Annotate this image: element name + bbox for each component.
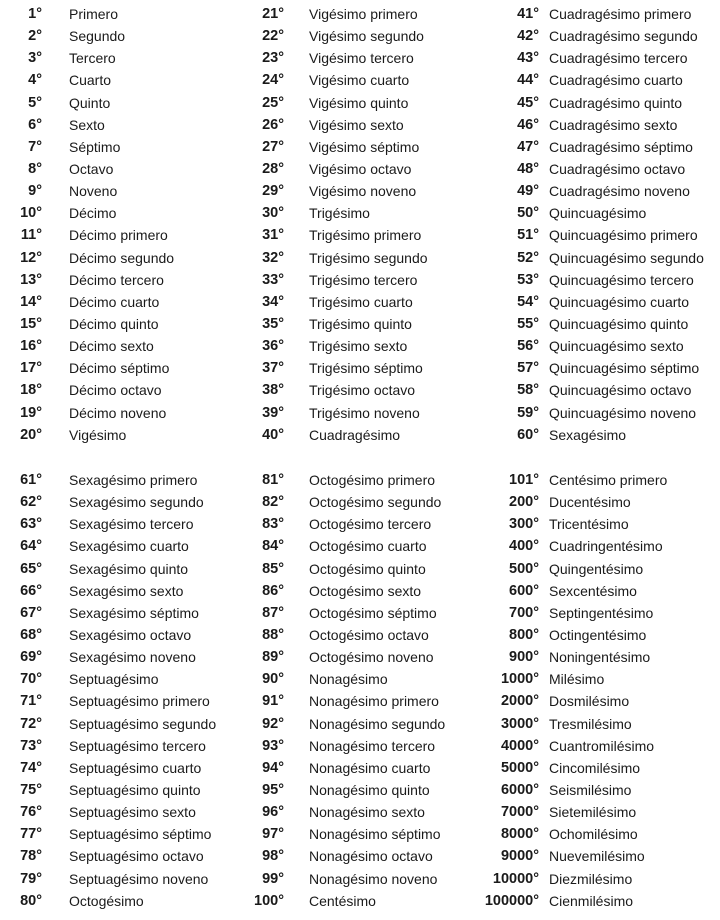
ordinal-number: 19°	[20, 404, 42, 421]
ordinal-word: Tricentésimo	[549, 516, 629, 533]
ordinal-number: 24°	[262, 72, 284, 89]
ordinal-number: 2°	[28, 28, 42, 45]
ordinal-word: Centésimo	[309, 892, 376, 909]
ordinal-word: Diezmilésimo	[549, 870, 633, 887]
ordinal-word: Noveno	[69, 183, 118, 200]
ordinal-word: Vigésimo tercero	[309, 50, 414, 67]
ordinal-number: 75°	[20, 781, 42, 798]
ordinal-word: Segundo	[69, 28, 126, 45]
ordinal-word: Septuagésimo cuarto	[69, 759, 202, 776]
ordinal-number: 34°	[262, 293, 284, 310]
ordinal-word: Octogésimo noveno	[309, 649, 434, 666]
ordinal-word: Dosmilésimo	[549, 693, 630, 710]
ordinal-number: 57°	[517, 360, 539, 377]
ordinal-number: 85°	[262, 560, 284, 577]
ordinal-number: 10°	[20, 205, 42, 222]
ordinal-word: Septuagésimo	[69, 671, 159, 688]
ordinal-word: Octogésimo quinto	[309, 560, 426, 577]
ordinal-number: 40°	[262, 426, 284, 443]
ordinal-word: Trigésimo noveno	[309, 404, 420, 421]
ordinal-word: Vigésimo sexto	[309, 116, 404, 133]
ordinal-word: Trigésimo octavo	[309, 382, 416, 399]
ordinal-word: Sietemilésimo	[549, 804, 637, 821]
ordinal-number: 10000°	[492, 870, 539, 887]
ordinal-number: 1000°	[500, 671, 539, 688]
ordinal-word: Cuadragésimo séptimo	[549, 138, 693, 155]
ordinal-word: Cuadragésimo tercero	[549, 50, 688, 67]
ordinal-number: 33°	[262, 271, 284, 288]
ordinal-number: 95°	[262, 781, 284, 798]
ordinal-number: 12°	[20, 249, 42, 266]
ordinal-number: 91°	[262, 693, 284, 710]
ordinal-word: Septuagésimo noveno	[69, 870, 209, 887]
ordinal-word: Nonagésimo	[309, 671, 388, 688]
ordinal-word: Primero	[69, 6, 119, 22]
ordinal-word: Septuagésimo primero	[69, 693, 210, 710]
ordinal-word: Vigésimo cuarto	[309, 72, 410, 89]
ordinal-word: Cuarto	[69, 72, 112, 89]
ordinal-number: 3°	[28, 50, 42, 67]
ordinal-word: Quinto	[69, 94, 111, 111]
ordinal-number: 94°	[262, 759, 284, 776]
ordinal-word: Quincuagésimo cuarto	[549, 293, 690, 310]
ordinal-word: Décimo noveno	[69, 404, 167, 421]
ordinal-number: 81°	[262, 472, 284, 488]
ordinal-number: 22°	[262, 28, 284, 45]
ordinal-number: 100000°	[484, 892, 539, 909]
ordinal-word: Vigésimo segundo	[309, 28, 424, 45]
ordinal-word: Cincomilésimo	[549, 759, 641, 776]
ordinal-word: Sexagésimo segundo	[69, 494, 204, 511]
ordinal-number: 27°	[262, 138, 284, 155]
ordinal-word: Séptimo	[69, 138, 121, 155]
ordinal-word: Sexagésimo	[549, 426, 627, 443]
ordinal-number: 99°	[262, 870, 284, 887]
ordinal-word: Sexagésimo cuarto	[69, 538, 189, 555]
ordinal-number: 16°	[20, 338, 42, 355]
ordinal-word: Décimo octavo	[69, 382, 162, 399]
ordinal-word: Septuagésimo séptimo	[69, 826, 212, 843]
ordinal-word: Septuagésimo tercero	[69, 737, 206, 754]
ordinal-word: Décimo primero	[69, 227, 168, 244]
ordinal-word: Sexto	[69, 116, 105, 133]
ordinal-word: Octavo	[69, 160, 114, 177]
ordinal-word: Sexcentésimo	[549, 582, 637, 599]
ordinal-word: Quingentésimo	[549, 560, 644, 577]
ordinal-number: 90°	[262, 671, 284, 688]
ordinal-number: 39°	[262, 404, 284, 421]
ordinal-word: Octogésimo tercero	[309, 516, 432, 533]
ordinal-word: Octogésimo séptimo	[309, 604, 437, 621]
ordinal-number: 2000°	[500, 693, 539, 710]
ordinal-number: 49°	[517, 183, 539, 200]
ordinal-word: Milésimo	[549, 671, 605, 688]
ordinal-word: Décimo séptimo	[69, 360, 170, 377]
ordinal-word: Trigésimo tercero	[309, 271, 418, 288]
ordinal-number: 77°	[20, 826, 42, 843]
ordinal-word: Nonagésimo primero	[309, 693, 439, 710]
ordinal-word: Septuagésimo quinto	[69, 781, 201, 798]
ordinal-word: Octingentésimo	[549, 626, 647, 643]
ordinal-number: 74°	[20, 759, 42, 776]
ordinal-number: 31°	[262, 227, 284, 244]
ordinal-word: Cuadragésimo octavo	[549, 160, 686, 177]
ordinal-number: 43°	[517, 50, 539, 67]
ordinal-number: 63°	[20, 516, 42, 533]
ordinal-number: 92°	[262, 715, 284, 732]
ordinal-word: Décimo	[69, 205, 117, 222]
ordinal-number: 36°	[262, 338, 284, 355]
ordinal-number: 41°	[517, 6, 539, 22]
ordinal-number: 52°	[517, 249, 539, 266]
ordinal-number: 100°	[254, 892, 284, 909]
ordinal-word: Décimo cuarto	[69, 293, 160, 310]
ordinal-word: Vigésimo primero	[309, 6, 418, 22]
ordinal-word: Septingentésimo	[549, 604, 654, 621]
ordinal-word: Quincuagésimo segundo	[549, 249, 704, 266]
ordinal-word: Quincuagésimo tercero	[549, 271, 694, 288]
ordinal-word: Nonagésimo séptimo	[309, 826, 441, 843]
ordinal-number: 47°	[517, 138, 539, 155]
ordinal-number: 38°	[262, 382, 284, 399]
ordinal-number: 900°	[509, 649, 539, 666]
ordinal-number: 200°	[509, 494, 539, 511]
ordinal-number: 46°	[517, 116, 539, 133]
ordinal-word: Cuadragésimo sexto	[549, 116, 678, 133]
ordinal-word: Quincuagésimo	[549, 205, 647, 222]
ordinal-word: Vigésimo quinto	[309, 94, 409, 111]
ordinal-number: 80°	[20, 892, 42, 909]
ordinal-word: Cuadragésimo primero	[549, 6, 692, 22]
ordinal-number: 9°	[28, 183, 42, 200]
ordinal-word: Octogésimo cuarto	[309, 538, 427, 555]
ordinal-number: 8°	[28, 160, 42, 177]
ordinal-number: 6000°	[500, 781, 539, 798]
ordinal-number: 20°	[20, 426, 42, 443]
ordinal-number: 13°	[20, 271, 42, 288]
ordinal-word: Quincuagésimo primero	[549, 227, 698, 244]
ordinal-word: Nonagésimo cuarto	[309, 759, 431, 776]
ordinal-word: Cuadragésimo cuarto	[549, 72, 683, 89]
ordinal-number: 70°	[20, 671, 42, 688]
ordinal-number: 64°	[20, 538, 42, 555]
ordinal-number: 5000°	[500, 759, 539, 776]
ordinal-word: Octogésimo primero	[309, 472, 436, 488]
ordinal-number: 78°	[20, 848, 42, 865]
ordinal-word: Quincuagésimo noveno	[549, 404, 697, 421]
ordinal-number: 79°	[20, 870, 42, 887]
ordinal-number: 18°	[20, 382, 42, 399]
ordinal-number: 6°	[28, 116, 42, 133]
ordinal-number: 400°	[509, 538, 539, 555]
ordinal-word: Nonagésimo quinto	[309, 781, 430, 798]
ordinal-word: Vigésimo séptimo	[309, 138, 420, 155]
ordinal-number: 84°	[262, 538, 284, 555]
ordinal-number: 42°	[517, 28, 539, 45]
ordinal-number: 56°	[517, 338, 539, 355]
ordinal-number: 59°	[517, 404, 539, 421]
ordinal-word: Sexagésimo séptimo	[69, 604, 199, 621]
ordinal-number: 98°	[262, 848, 284, 865]
ordinal-number: 58°	[517, 382, 539, 399]
ordinal-word: Décimo quinto	[69, 315, 159, 332]
ordinal-number: 5°	[28, 94, 42, 111]
ordinal-number: 500°	[509, 560, 539, 577]
ordinal-number: 87°	[262, 604, 284, 621]
ordinal-number: 32°	[262, 249, 284, 266]
ordinal-word: Trigésimo	[309, 205, 370, 222]
ordinal-number: 35°	[262, 315, 284, 332]
ordinal-number: 69°	[20, 649, 42, 666]
ordinal-number: 73°	[20, 737, 42, 754]
ordinal-word: Octogésimo segundo	[309, 494, 442, 511]
ordinal-word: Sexagésimo octavo	[69, 626, 192, 643]
ordinal-number: 72°	[20, 715, 42, 732]
ordinal-number: 14°	[20, 293, 42, 310]
ordinal-number: 1°	[28, 6, 42, 22]
ordinal-word: Nonagésimo octavo	[309, 848, 433, 865]
ordinal-word: Tercero	[69, 50, 116, 67]
ordinal-number: 55°	[517, 315, 539, 332]
ordinal-number: 60°	[517, 426, 539, 443]
ordinal-number: 300°	[509, 516, 539, 533]
ordinal-word: Nonagésimo sexto	[309, 804, 425, 821]
ordinal-word: Sexagésimo sexto	[69, 582, 184, 599]
ordinal-word: Sexagésimo primero	[69, 472, 198, 488]
ordinal-word: Quincuagésimo octavo	[549, 382, 692, 399]
ordinal-number: 4000°	[500, 737, 539, 754]
ordinal-word: Trigésimo segundo	[309, 249, 428, 266]
ordinal-number: 97°	[262, 826, 284, 843]
ordinal-word: Noningentésimo	[549, 649, 651, 666]
ordinal-number: 51°	[517, 227, 539, 244]
ordinal-word: Septuagésimo octavo	[69, 848, 204, 865]
ordinal-number: 61°	[20, 472, 42, 488]
ordinal-word: Cuadringentésimo	[549, 538, 663, 555]
ordinal-word: Trigésimo cuarto	[309, 293, 413, 310]
ordinal-word: Centésimo primero	[549, 472, 668, 488]
ordinal-word: Sexagésimo quinto	[69, 560, 189, 577]
ordinal-word: Cuadragésimo quinto	[549, 94, 683, 111]
ordinal-word: Nonagésimo tercero	[309, 737, 436, 754]
ordinal-word: Octogésimo	[69, 892, 144, 909]
ordinal-word: Vigésimo	[69, 426, 127, 443]
ordinal-number: 101°	[509, 472, 539, 488]
ordinal-number: 50°	[517, 205, 539, 222]
ordinal-word: Cuadragésimo segundo	[549, 28, 698, 45]
ordinal-number: 54°	[517, 293, 539, 310]
ordinal-word: Nonagésimo segundo	[309, 715, 446, 732]
ordinal-word: Quincuagésimo quinto	[549, 315, 689, 332]
ordinal-word: Vigésimo noveno	[309, 183, 417, 200]
ordinal-number: 4°	[28, 72, 42, 89]
ordinal-word: Trigésimo sexto	[309, 338, 408, 355]
ordinal-number: 37°	[262, 360, 284, 377]
ordinal-number: 28°	[262, 160, 284, 177]
ordinal-number: 89°	[262, 649, 284, 666]
ordinal-number: 93°	[262, 737, 284, 754]
ordinal-number: 26°	[262, 116, 284, 133]
ordinal-number: 15°	[20, 315, 42, 332]
ordinal-number: 71°	[20, 693, 42, 710]
ordinal-number: 96°	[262, 804, 284, 821]
ordinal-number: 3000°	[500, 715, 539, 732]
ordinal-number: 76°	[20, 804, 42, 821]
ordinal-number: 53°	[517, 271, 539, 288]
ordinal-word: Cienmilésimo	[549, 892, 634, 909]
ordinal-word: Sexagésimo noveno	[69, 649, 196, 666]
ordinal-number: 7000°	[500, 804, 539, 821]
ordinal-number: 88°	[262, 626, 284, 643]
ordinal-word: Quincuagésimo séptimo	[549, 360, 700, 377]
ordinal-number: 600°	[509, 582, 539, 599]
ordinal-word: Trigésimo séptimo	[309, 360, 423, 377]
ordinal-number: 21°	[262, 6, 284, 22]
ordinal-number: 83°	[262, 516, 284, 533]
ordinal-number: 82°	[262, 494, 284, 511]
ordinal-word: Septuagésimo sexto	[69, 804, 196, 821]
ordinal-number: 86°	[262, 582, 284, 599]
ordinal-word: Septuagésimo segundo	[69, 715, 217, 732]
ordinal-number: 66°	[20, 582, 42, 599]
ordinal-number: 11°	[20, 227, 42, 244]
ordinal-number: 62°	[20, 494, 42, 511]
ordinal-number: 68°	[20, 626, 42, 643]
ordinal-number: 9000°	[500, 848, 539, 865]
ordinal-word: Vigésimo octavo	[309, 160, 412, 177]
ordinal-number: 30°	[262, 205, 284, 222]
ordinal-number: 7°	[28, 138, 42, 155]
ordinal-number: 48°	[517, 160, 539, 177]
ordinal-word: Nuevemilésimo	[549, 848, 645, 865]
ordinal-number: 700°	[509, 604, 539, 621]
ordinal-word: Cuadragésimo noveno	[549, 183, 690, 200]
ordinal-number: 67°	[20, 604, 42, 621]
ordinal-word: Tresmilésimo	[549, 715, 632, 732]
ordinal-number: 23°	[262, 50, 284, 67]
ordinal-number: 65°	[20, 560, 42, 577]
ordinal-word: Décimo sexto	[69, 338, 154, 355]
ordinal-word: Cuadragésimo	[309, 426, 401, 443]
ordinal-number: 17°	[20, 360, 42, 377]
ordinal-word: Ochomilésimo	[549, 826, 638, 843]
ordinal-word: Cuantromilésimo	[549, 737, 655, 754]
ordinal-word: Octogésimo sexto	[309, 582, 422, 599]
ordinal-number: 29°	[262, 183, 284, 200]
ordinal-word: Seismilésimo	[549, 781, 632, 798]
ordinal-word: Trigésimo quinto	[309, 315, 412, 332]
ordinal-word: Nonagésimo noveno	[309, 870, 438, 887]
ordinal-word: Décimo tercero	[69, 271, 164, 288]
ordinal-number: 45°	[517, 94, 539, 111]
ordinal-word: Sexagésimo tercero	[69, 516, 194, 533]
ordinal-word: Trigésimo primero	[309, 227, 422, 244]
ordinal-number: 44°	[517, 72, 539, 89]
ordinal-word: Décimo segundo	[69, 249, 175, 266]
ordinal-word: Ducentésimo	[549, 494, 631, 511]
ordinal-number: 800°	[509, 626, 539, 643]
ordinal-number: 8000°	[500, 826, 539, 843]
ordinal-number: 25°	[262, 94, 284, 111]
ordinal-word: Octogésimo octavo	[309, 626, 429, 643]
ordinal-word: Quincuagésimo sexto	[549, 338, 684, 355]
